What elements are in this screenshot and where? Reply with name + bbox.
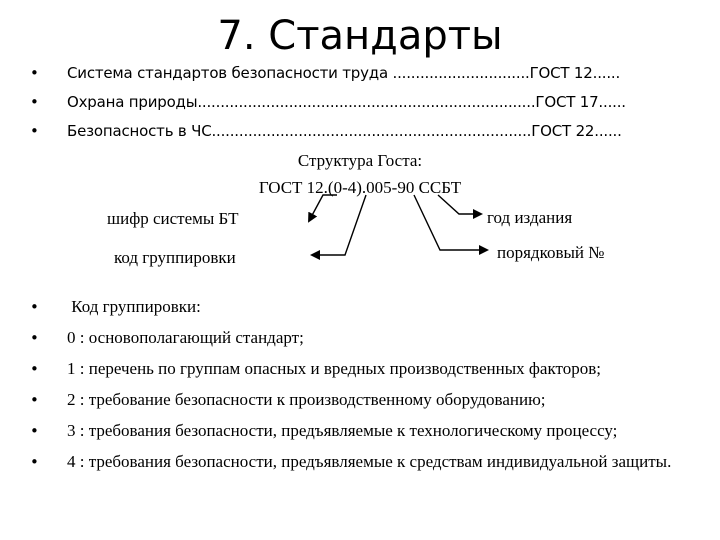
list-item — [30, 327, 690, 349]
bullet: • — [30, 329, 39, 347]
system-cipher-arrow — [309, 195, 337, 221]
bullet: • — [30, 64, 39, 82]
bullet: • — [30, 422, 39, 440]
group-codes-list — [30, 296, 690, 482]
list-item — [30, 451, 690, 473]
bullet: • — [30, 93, 39, 111]
group-code-item: 1 : перечень по группам опасных и вредных производственных факторов; — [67, 359, 601, 378]
gost-code: ГОСТ 12.(0-4).005-90 ССБТ — [258, 178, 462, 197]
bullet: • — [30, 122, 39, 140]
list-item — [30, 420, 690, 442]
group-code-label: код группировки — [114, 248, 236, 267]
list-item — [30, 296, 690, 318]
standard-item-text: Охрана природы..........................................................................ГОСТ 17...... — [67, 93, 626, 111]
group-code-item: 2 : требование безопасности к производственному оборудованию; — [67, 390, 546, 409]
bullet: • — [30, 453, 39, 471]
bullet: • — [30, 298, 39, 316]
list-item — [30, 389, 690, 411]
list-item — [30, 358, 690, 380]
system-cipher-label: шифр системы БТ — [107, 209, 239, 228]
year-label: год издания — [487, 208, 573, 227]
page-title: 7. Стандарты — [217, 13, 503, 59]
structure-title: Структура Госта: — [297, 151, 423, 170]
bullet: • — [30, 360, 39, 378]
group-code-item: 3 : требования безопасности, предъявляемые к технологическому процессу; — [67, 421, 618, 440]
group-code-item: 0 : основополагающий стандарт; — [67, 328, 304, 347]
order-number-label: порядковый № — [497, 243, 605, 262]
standard-item-text: Безопасность в ЧС......................................................................ГОСТ 22...... — [67, 122, 622, 140]
year-arrow — [438, 195, 481, 214]
group-code-arrow — [312, 195, 366, 255]
standard-item-text: Система стандартов безопасности труда ..............................ГОСТ 12...... — [67, 64, 621, 82]
bullet: • — [30, 391, 39, 409]
group-code-item: 4 : требования безопасности, предъявляемые к средствам индивидуальной защиты. — [67, 452, 672, 471]
order-number-arrow — [414, 195, 487, 250]
group-codes-heading: Код группировки: — [67, 297, 201, 316]
